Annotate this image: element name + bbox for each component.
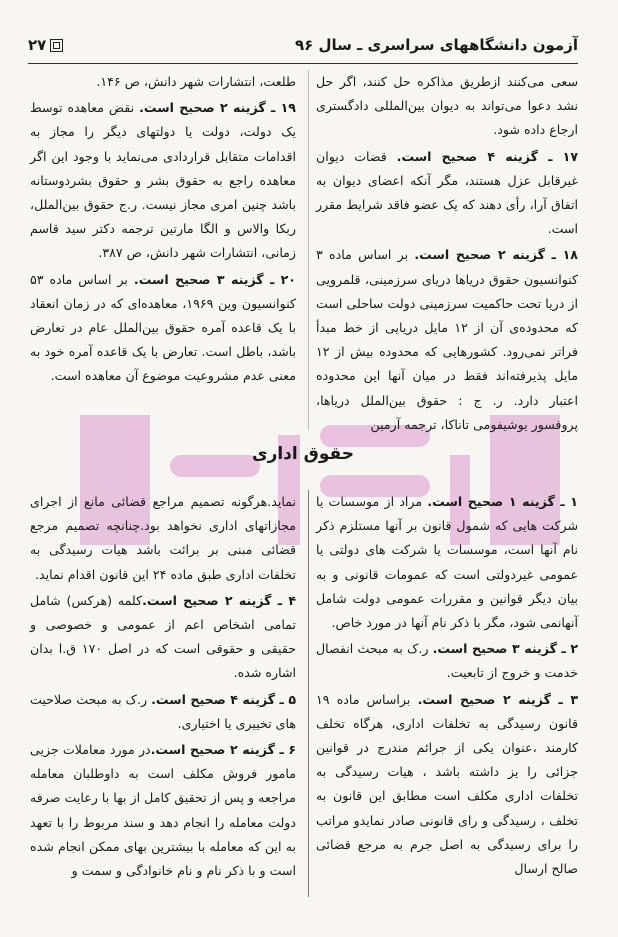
left-column-bottom: [30, 490, 296, 885]
left-column-top: [30, 70, 296, 391]
right-column-top: [316, 70, 578, 439]
answer-paragraph: [30, 70, 296, 94]
answer-paragraph: [316, 70, 578, 143]
page-number: ۲۷: [28, 36, 47, 54]
answer-text: بر اساس ماده ۳ کنوانسیون حقوق دریاها دریای سرزمینی، قلمرویی از دریا تحت حاکمیت سرزمینی دولت ساحلی است که محدوده‌ی آن از ۱۲ مایل دریایی از خط مبدأ فراتر نمی‌رود. کشورهایی که محدوده بیش از ۱۲ مایل پذیرفته‌اند فقط در میان آنها این محدوده اعتبار دارد. ر. ج : حقوق بین‌الملل دریاها، پروفسور یوشیفومی تاناکا، ترجمه آرمین: [316, 247, 578, 432]
answer-paragraph: [30, 490, 296, 587]
page-number-group: [28, 36, 63, 54]
answer-heading: ۲ ـ گزینه ۳ صحیح است.: [432, 641, 579, 657]
answer-heading: ۱ ـ گزینه ۱ صحیح است.: [427, 494, 578, 509]
header-rule: [28, 63, 578, 64]
square-ornament-icon: [50, 39, 63, 52]
answer-text: بر اساس ماده ۵۳ کنوانسیون وین ۱۹۶۹، معاهده‌ای که در زمان انعقاد با یک قاعده آمره حقوق بین‌الملل عام در تعارض باشد، باطل است. تعارض با یک قاعده آمره خود به معنی عدم مشروعیت موضوع آن معاهده است.: [30, 271, 296, 384]
column-divider-bottom: [308, 490, 309, 897]
answer-text: کلمه (هرکس) شامل تمامی اشخاص اعم از عمومی و خصوصی و حقیقی و حقوقی است که در اصل ۱۷۰ ق.ا بدان اشاره شده.: [30, 592, 296, 681]
answer-text: قضات دیوان غیرقابل عزل هستند، مگر آنکه اعضای دیوان به اتفاق آرا، رأی دهند که یک عضو فاقد شرایط مقرر است.: [316, 148, 578, 237]
answer-paragraph: [30, 268, 296, 389]
answer-paragraph: [30, 738, 296, 883]
answer-paragraph: [30, 688, 296, 736]
answer-text: نقض معاهده توسط یک دولت، دولت یا دولتهای دیگر را مجاز به اقدامات متقابل قراردادی می‌نماید با وجود این اگر معاهده راجع به حقوق بشر و حقوق بشردوستانه باشد چنین امری مجاز نیست. ر.ج حقوق بین‌الملل، ربکا والاس و الگا مارتین ترجمه دکتر سید قاسم زمانی، انتشارات شهر دانش، ص ۳۸۷.: [30, 100, 296, 261]
answer-paragraph: [30, 589, 296, 686]
running-header: [28, 30, 578, 60]
answer-heading: ۳ ـ گزینه ۲ صحیح است.: [417, 691, 579, 707]
header-title: آزمون دانشگاههای سراسری ـ سال ۹۶: [294, 36, 578, 54]
answer-heading: ۵ ـ گزینه ۴ صحیح است.: [151, 691, 296, 707]
answer-heading: ۲۰ ـ گزینه ۳ صحیح است.: [133, 271, 296, 287]
column-divider-top: [308, 70, 309, 430]
answer-text: سعی می‌کنند ازطریق مذاکره حل کنند، اگر حل نشد دعوا می‌تواند به دیوان بین‌المللی دادگستری ارجاع داده شود.: [316, 74, 578, 138]
section-title: حقوق اداری: [251, 444, 354, 464]
answer-paragraph: [316, 688, 578, 882]
answer-paragraph: [316, 637, 578, 685]
answer-paragraph: [316, 243, 578, 437]
answer-heading: ۶ ـ گزینه ۲ صحیح است.: [150, 742, 296, 758]
answer-paragraph: [316, 145, 578, 242]
answer-text: ر.ک به مبحث انفصال خدمت و خروج از تابعیت.: [316, 641, 578, 681]
answer-text: مراد از موسسات یا شرکت هایی که شمول قانون بر آنها مستلزم ذکر نام آنها است، موسسات یا شرکت های دولتی یا عمومی غیردولتی است که عمومات قانونی و به بیان دیگر قوانین و مقررات عمومی دولت شامل آنهانمی شود، مگر با ذکر نام آنها در مورد خاص.: [316, 494, 578, 631]
answer-paragraph: [316, 490, 578, 635]
answer-text: ر.ک به مبحث صلاحیت های تخییری یا اختیاری.: [30, 691, 296, 731]
answer-heading: ۱۷ ـ گزینه ۴ صحیح است.: [396, 148, 579, 164]
answer-heading: ۱۹ ـ گزینه ۲ صحیح است.: [139, 100, 296, 116]
answer-text: در مورد معاملات جزیی مامور فروش مکلف است به داوطلبان معامله مراجعه و پس از تحقیق کامل از بها با رعایت صرفه دولت معامله را انجام دهد و سند مربوط را با تعهد به این که معامله با بیشترین بهای ممکن انجام شده است و با ذکر نام و نام خانوادگی و سمت و: [30, 742, 296, 879]
answer-paragraph: [30, 96, 296, 265]
answer-heading: ۱۸ ـ گزینه ۲ صحیح است.: [414, 247, 578, 263]
right-column-bottom: [316, 490, 578, 883]
answer-heading: ۴ ـ گزینه ۲ صحیح است.: [142, 592, 296, 608]
answer-text: طلعت، انتشارات شهر دانش، ص ۱۴۶.: [96, 74, 296, 89]
answer-text: براساس ماده ۱۹ قانون رسیدگی به تخلفات اداری، هرگاه تخلف کارمند ،عنوان یکی از جرائم مندرج در قوانین جزائی را یز داشته باشد ، هیات رسیدگی به تخلفات اداری مکلف است مطابق این قانون به تخلف ، رسیدگی و رای قانونی صادر نمایدو مراتب را برای رسیدگی به اصل جرم به مرجع قضائی صالح ارسال: [316, 691, 578, 877]
answer-text: نماید.هرگونه تصمیم مراجع قضائی مانع از اجرای مجازاتهای اداری نخواهد بود.چنانچه تصمیم مرجع قضائی مبنی بر برائت باشد هیات رسیدگی به تخلفات اداری طبق ماده ۲۴ این قانون اقدام نماید.: [30, 494, 296, 582]
